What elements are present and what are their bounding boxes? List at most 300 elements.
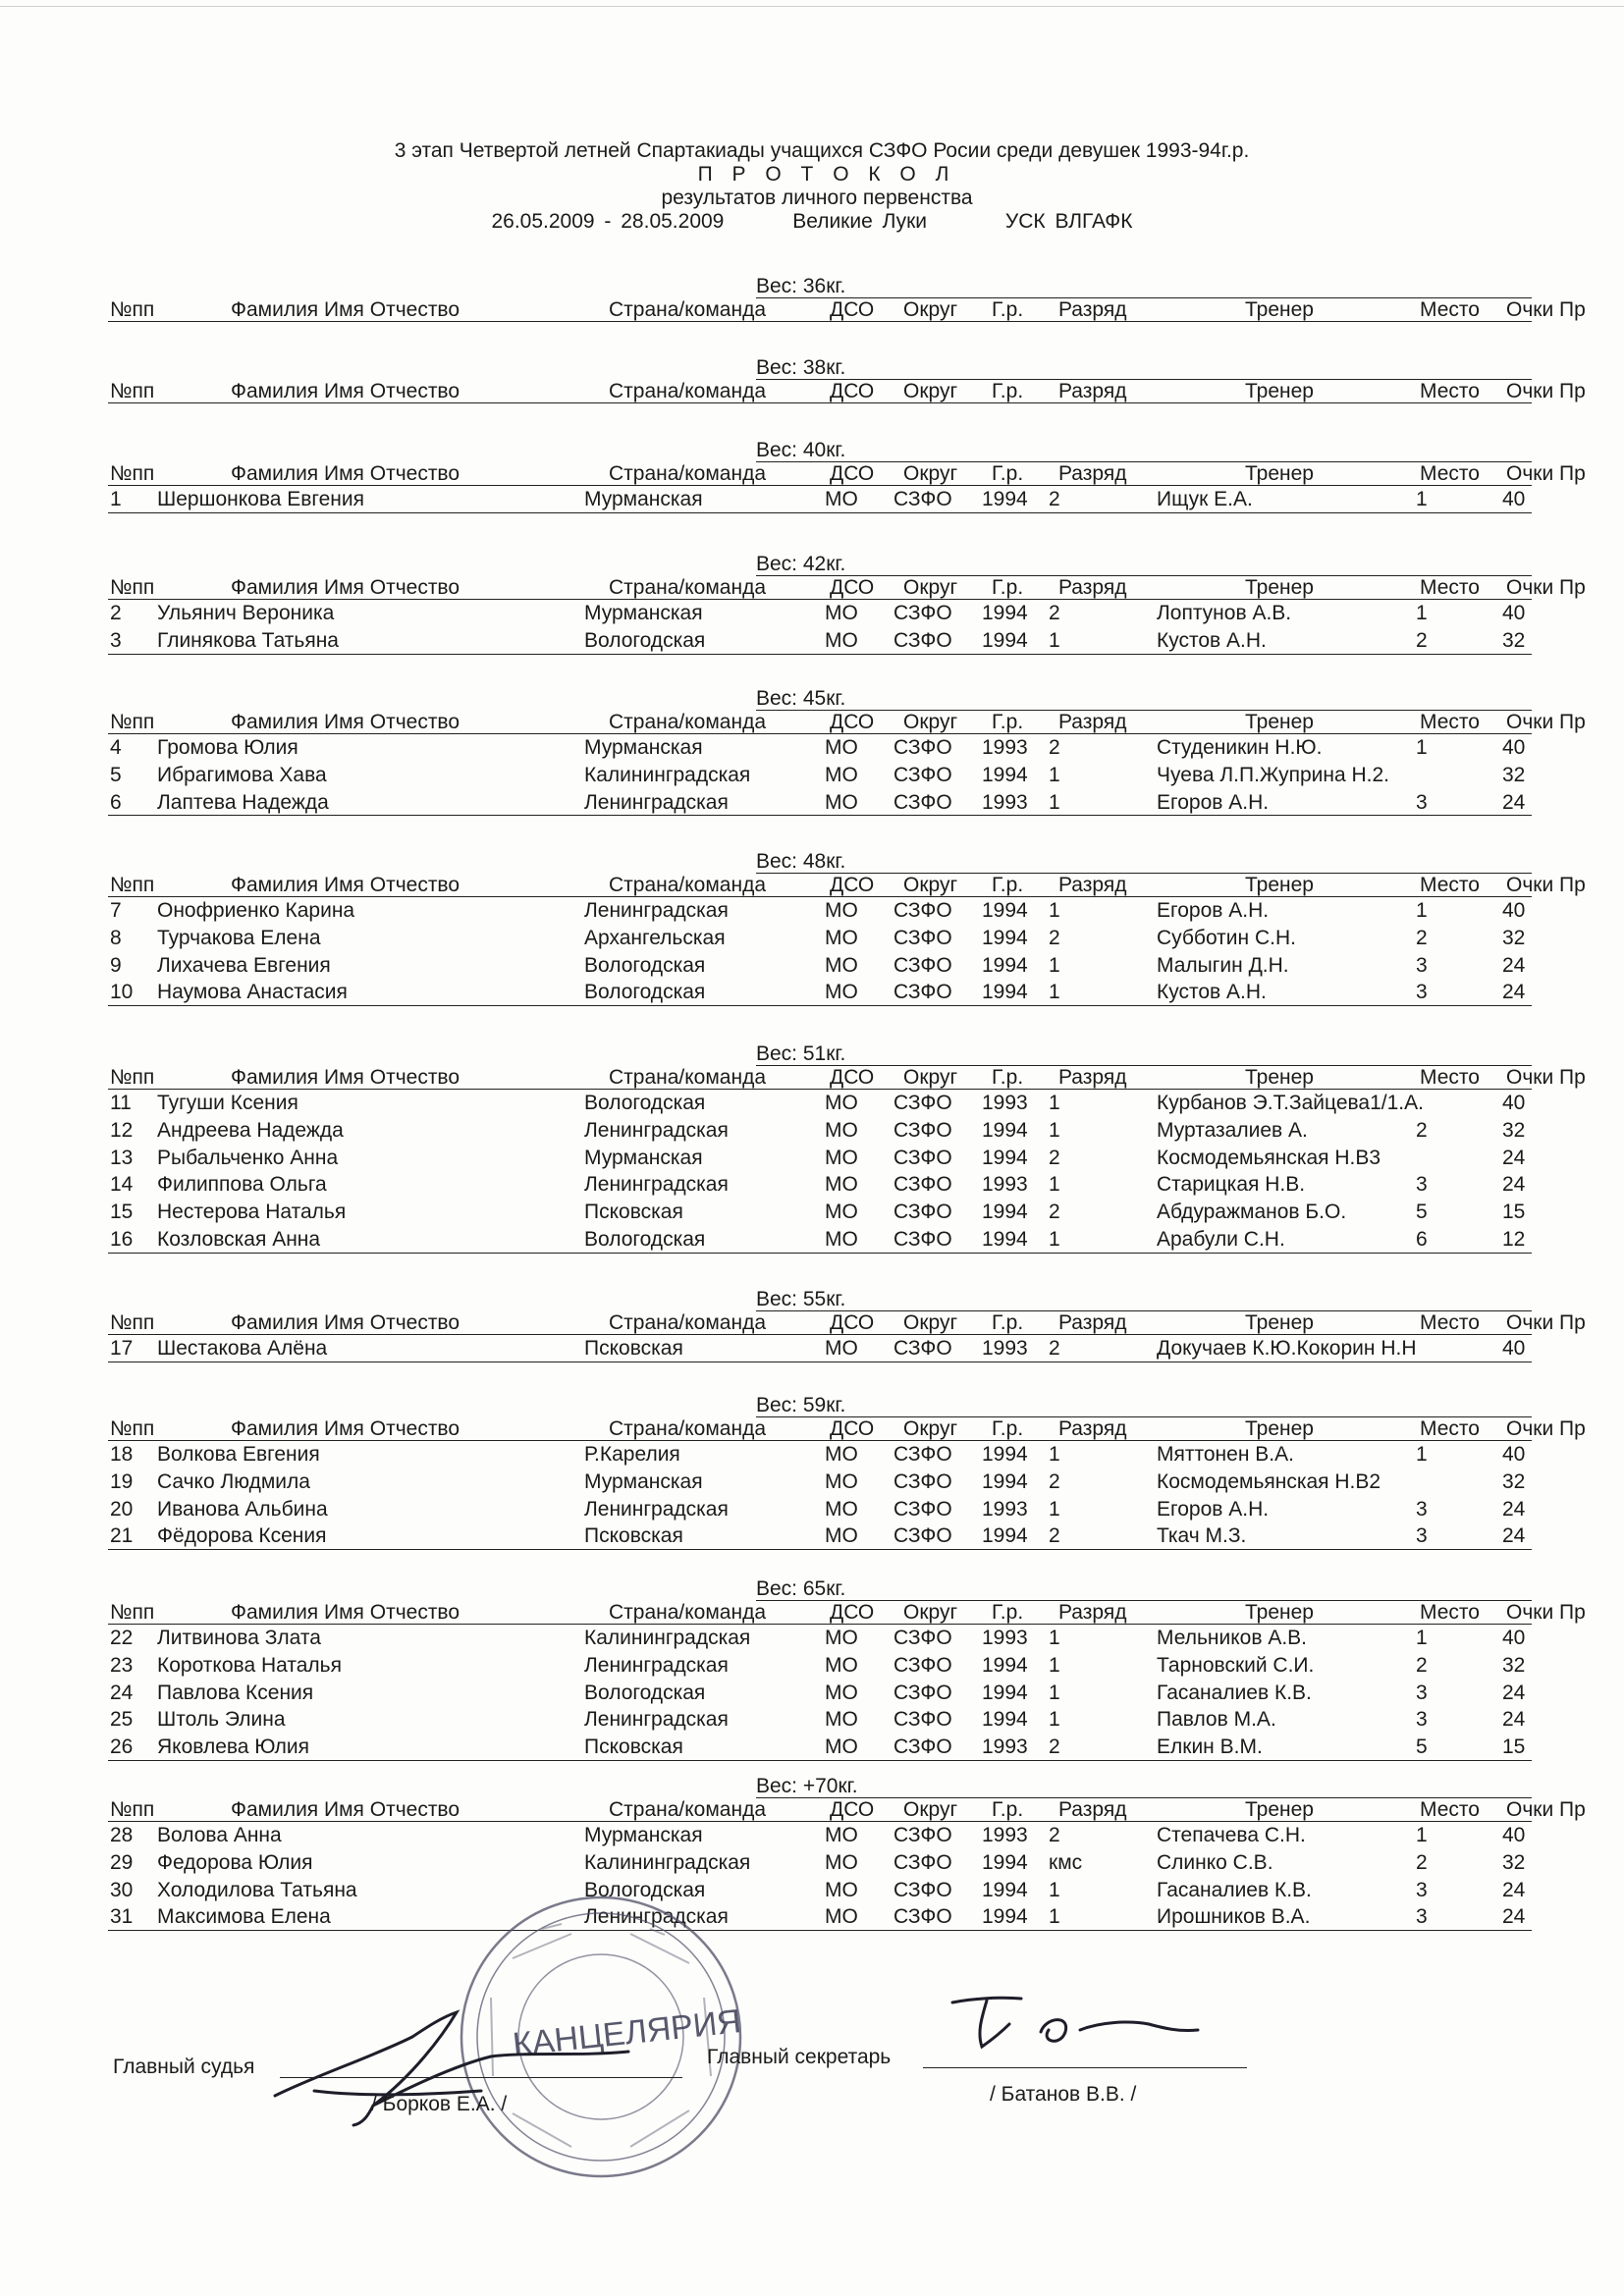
participant-name: Козловская Анна xyxy=(157,1228,321,1251)
participant-place: 2 xyxy=(1416,1850,1428,1874)
participant-number: 17 xyxy=(110,1337,134,1360)
column-header-year: Г.р. xyxy=(992,711,1024,733)
participant-rank: 1 xyxy=(1049,1228,1060,1251)
participant-coach: Космодемьянская Н.В2 xyxy=(1157,1469,1381,1493)
participant-points: 24 xyxy=(1502,1708,1526,1732)
column-header-okrug: Округ xyxy=(903,1601,958,1624)
participant-coach: Егоров А.Н. xyxy=(1157,790,1270,814)
column-header-team: Страна/команда xyxy=(609,1066,767,1089)
participant-place: 3 xyxy=(1416,1708,1428,1732)
participant-okrug: СЗФО xyxy=(893,1443,952,1466)
participant-okrug: СЗФО xyxy=(893,1146,952,1169)
participant-number: 15 xyxy=(110,1201,134,1224)
participant-team: Вологодская xyxy=(584,1681,706,1704)
table-row xyxy=(0,1441,1624,1468)
column-header-name: Фамилия Имя Отчество xyxy=(231,874,460,896)
column-header-points: Очки Пр xyxy=(1506,576,1586,599)
participant-team: Псковская xyxy=(584,1524,683,1548)
column-header-team: Страна/команда xyxy=(609,1601,767,1624)
participant-number: 10 xyxy=(110,981,134,1004)
participant-okrug: СЗФО xyxy=(893,1824,952,1846)
column-header-year: Г.р. xyxy=(992,1601,1024,1624)
participant-team: Ленинградская xyxy=(584,1653,729,1677)
participant-coach: Тарновский С.И. xyxy=(1157,1653,1315,1677)
participant-okrug: СЗФО xyxy=(893,790,952,814)
column-header-place: Место xyxy=(1420,1066,1480,1089)
participant-team: Вологодская xyxy=(584,1092,706,1114)
participant-okrug: СЗФО xyxy=(893,736,952,759)
table-row xyxy=(0,1903,1624,1931)
participant-number: 2 xyxy=(110,602,122,624)
participant-dso: МО xyxy=(825,1443,858,1466)
event-city: Великие Луки xyxy=(792,210,928,233)
participant-points: 24 xyxy=(1502,1497,1526,1521)
event-title: 3 этап Четвертой летней Спартакиады учащихся СЗФО Росии среди девушек 1993-94г.р. xyxy=(394,139,1250,162)
chief-secretary-label: Главный секретарь xyxy=(707,2046,892,2068)
table-row xyxy=(0,1468,1624,1496)
participant-okrug: СЗФО xyxy=(893,1228,952,1251)
participant-birth-year: 1993 xyxy=(982,736,1028,759)
participant-team: Мурманская xyxy=(584,1146,703,1169)
participant-okrug: СЗФО xyxy=(893,1118,952,1142)
participant-place: 5 xyxy=(1416,1201,1428,1224)
participant-rank: 1 xyxy=(1049,1708,1060,1732)
participant-place: 3 xyxy=(1416,1173,1428,1197)
participant-rank: кмс xyxy=(1049,1850,1083,1874)
participant-number: 31 xyxy=(110,1905,134,1929)
table-row xyxy=(0,1822,1624,1849)
protocol-title: П Р О Т О К О Л xyxy=(697,163,956,186)
participant-okrug: СЗФО xyxy=(893,488,952,510)
participant-birth-year: 1994 xyxy=(982,1905,1028,1929)
column-header-okrug: Округ xyxy=(903,462,958,485)
participant-birth-year: 1994 xyxy=(982,1443,1028,1466)
participant-dso: МО xyxy=(825,899,858,922)
participant-place: 3 xyxy=(1416,953,1428,977)
participant-birth-year: 1994 xyxy=(982,1469,1028,1493)
participant-points: 40 xyxy=(1502,899,1526,922)
participant-team: Ленинградская xyxy=(584,1173,729,1197)
participant-team: Мурманская xyxy=(584,602,703,624)
participant-okrug: СЗФО xyxy=(893,1878,952,1901)
column-header-okrug: Округ xyxy=(903,1798,958,1821)
participant-name: Павлова Ксения xyxy=(157,1681,314,1704)
column-header-coach: Тренер xyxy=(1245,1311,1314,1334)
participant-coach: Докучаев К.Ю.Кокорин Н.Н xyxy=(1157,1337,1417,1360)
participant-team: Ленинградская xyxy=(584,1118,729,1142)
participant-number: 7 xyxy=(110,899,122,922)
column-header-place: Место xyxy=(1420,462,1480,485)
participant-coach: Кустов А.Н. xyxy=(1157,628,1267,652)
chief-secretary-signature-line xyxy=(923,2067,1247,2068)
column-header-coach: Тренер xyxy=(1245,462,1314,485)
participant-birth-year: 1994 xyxy=(982,1653,1028,1677)
column-header-dso: ДСО xyxy=(830,298,875,321)
table-row xyxy=(0,1090,1624,1117)
column-header-row xyxy=(0,1798,1624,1822)
participant-number: 24 xyxy=(110,1681,134,1704)
participant-dso: МО xyxy=(825,1735,858,1759)
participant-okrug: СЗФО xyxy=(893,981,952,1004)
participant-okrug: СЗФО xyxy=(893,1469,952,1493)
participant-dso: МО xyxy=(825,1878,858,1901)
participant-place: 3 xyxy=(1416,1681,1428,1704)
table-row xyxy=(0,1734,1624,1761)
participant-place: 6 xyxy=(1416,1228,1428,1251)
participant-birth-year: 1993 xyxy=(982,1337,1028,1360)
weight-category: Вес: 36кг. xyxy=(756,275,846,297)
column-header-name: Фамилия Имя Отчество xyxy=(231,1417,460,1440)
participant-name: Короткова Наталья xyxy=(157,1653,342,1677)
table-row xyxy=(0,1877,1624,1904)
column-header-rank: Разряд xyxy=(1058,462,1127,485)
participant-rank: 2 xyxy=(1049,1524,1060,1548)
event-venue: УСК ВЛГАФК xyxy=(1004,210,1133,233)
participant-coach: Ищук Е.А. xyxy=(1157,488,1253,510)
participant-name: Громова Юлия xyxy=(157,736,298,759)
table-row xyxy=(0,1652,1624,1680)
participant-number: 11 xyxy=(110,1092,132,1114)
column-header-name: Фамилия Имя Отчество xyxy=(231,711,460,733)
participant-number: 1 xyxy=(110,488,122,510)
participant-name: Яковлева Юлия xyxy=(157,1735,309,1759)
participant-dso: МО xyxy=(825,981,858,1004)
participant-coach: Субботин С.Н. xyxy=(1157,926,1296,949)
column-header-rank: Разряд xyxy=(1058,380,1127,402)
participant-okrug: СЗФО xyxy=(893,1201,952,1224)
participant-coach: Егоров А.Н. xyxy=(1157,899,1270,922)
section-bottom-line xyxy=(108,1005,1532,1006)
chief-secretary-name: / Батанов В.В. / xyxy=(990,2083,1137,2106)
participant-rank: 2 xyxy=(1049,1735,1060,1759)
column-header-place: Место xyxy=(1420,711,1480,733)
participant-dso: МО xyxy=(825,1469,858,1493)
column-header-year: Г.р. xyxy=(992,1066,1024,1089)
participant-name: Глинякова Татьяна xyxy=(157,628,339,652)
participant-okrug: СЗФО xyxy=(893,1850,952,1874)
participant-birth-year: 1993 xyxy=(982,1173,1028,1197)
weight-category: Вес: 51кг. xyxy=(756,1042,846,1065)
participant-team: Ленинградская xyxy=(584,1708,729,1732)
participant-team: Псковская xyxy=(584,1337,683,1360)
column-header-row xyxy=(0,462,1624,486)
column-header-coach: Тренер xyxy=(1245,711,1314,733)
column-header-place: Место xyxy=(1420,1311,1480,1334)
participant-birth-year: 1994 xyxy=(982,953,1028,977)
participant-points: 32 xyxy=(1502,628,1526,652)
column-header-year: Г.р. xyxy=(992,380,1024,402)
column-header-dso: ДСО xyxy=(830,462,875,485)
column-header-year: Г.р. xyxy=(992,576,1024,599)
participant-dso: МО xyxy=(825,953,858,977)
participant-coach: Кустов А.Н. xyxy=(1157,981,1267,1004)
participant-team: Ленинградская xyxy=(584,790,729,814)
column-header-okrug: Округ xyxy=(903,1066,958,1089)
weight-category: Вес: 65кг. xyxy=(756,1577,846,1600)
column-header-year: Г.р. xyxy=(992,1417,1024,1440)
column-header-team: Страна/команда xyxy=(609,462,767,485)
participant-dso: МО xyxy=(825,1337,858,1360)
participant-rank: 1 xyxy=(1049,1118,1060,1142)
participant-name: Филиппова Ольга xyxy=(157,1173,327,1197)
weight-category: Вес: 48кг. xyxy=(756,850,846,873)
participant-dso: МО xyxy=(825,1173,858,1197)
participant-place: 3 xyxy=(1416,981,1428,1004)
participant-name: Рыбальченко Анна xyxy=(157,1146,339,1169)
table-row xyxy=(0,952,1624,980)
column-header-points: Очки Пр xyxy=(1506,462,1586,485)
column-header-team: Страна/команда xyxy=(609,874,767,896)
participant-points: 32 xyxy=(1502,926,1526,949)
participant-name: Лихачева Евгения xyxy=(157,953,331,977)
table-row xyxy=(0,1199,1624,1226)
participant-birth-year: 1993 xyxy=(982,1824,1028,1846)
participant-number: 22 xyxy=(110,1627,134,1649)
participant-dso: МО xyxy=(825,1146,858,1169)
column-header-coach: Тренер xyxy=(1245,576,1314,599)
section-bottom-line xyxy=(108,1930,1532,1931)
column-header-rank: Разряд xyxy=(1058,576,1127,599)
participant-birth-year: 1994 xyxy=(982,1146,1028,1169)
participant-place: 2 xyxy=(1416,628,1428,652)
participant-birth-year: 1994 xyxy=(982,899,1028,922)
column-header-year: Г.р. xyxy=(992,1798,1024,1821)
participant-number: 29 xyxy=(110,1850,134,1874)
participant-rank: 1 xyxy=(1049,1497,1060,1521)
participant-birth-year: 1994 xyxy=(982,488,1028,510)
participant-points: 24 xyxy=(1502,1905,1526,1929)
weight-category: Вес: 40кг. xyxy=(756,439,846,461)
scan-edge xyxy=(0,6,1624,7)
column-header-name: Фамилия Имя Отчество xyxy=(231,1311,460,1334)
participant-team: Вологодская xyxy=(584,628,706,652)
participant-okrug: СЗФО xyxy=(893,899,952,922)
participant-points: 32 xyxy=(1502,1469,1526,1493)
participant-team: Калининградская xyxy=(584,1850,751,1874)
participant-dso: МО xyxy=(825,790,858,814)
participant-birth-year: 1994 xyxy=(982,763,1028,786)
participant-team: Мурманская xyxy=(584,488,703,510)
section-bottom-line xyxy=(108,815,1532,816)
participant-okrug: СЗФО xyxy=(893,1092,952,1114)
participant-coach: Старицкая Н.В. xyxy=(1157,1173,1306,1197)
participant-place: 1 xyxy=(1416,899,1428,922)
participant-team: Ленинградская xyxy=(584,899,729,922)
column-header-year: Г.р. xyxy=(992,874,1024,896)
participant-team: Мурманская xyxy=(584,1469,703,1493)
participant-dso: МО xyxy=(825,1118,858,1142)
participant-coach: Лоптунов А.В. xyxy=(1157,602,1292,624)
column-header-place: Место xyxy=(1420,1417,1480,1440)
participant-number: 13 xyxy=(110,1146,134,1169)
participant-name: Максимова Елена xyxy=(157,1905,331,1929)
participant-coach: Курбанов Э.Т.Зайцева1/1.А. xyxy=(1157,1092,1424,1114)
participant-points: 40 xyxy=(1502,1627,1526,1649)
participant-rank: 2 xyxy=(1049,1146,1060,1169)
column-header-team: Страна/команда xyxy=(609,380,767,402)
column-header-coach: Тренер xyxy=(1245,380,1314,402)
participant-name: Шершонкова Евгения xyxy=(157,488,365,510)
participant-place: 2 xyxy=(1416,1118,1428,1142)
participant-rank: 1 xyxy=(1049,1627,1060,1649)
participant-place: 1 xyxy=(1416,1627,1428,1649)
table-row xyxy=(0,734,1624,762)
participant-dso: МО xyxy=(825,763,858,786)
column-header-points: Очки Пр xyxy=(1506,1601,1586,1624)
participant-coach: Абдуражманов Б.О. xyxy=(1157,1201,1347,1224)
participant-rank: 1 xyxy=(1049,628,1060,652)
column-header-number: №пп xyxy=(110,1417,155,1440)
column-header-dso: ДСО xyxy=(830,1798,875,1821)
participant-place: 3 xyxy=(1416,1905,1428,1929)
column-header-number: №пп xyxy=(110,462,155,485)
participant-coach: Мяттонен В.А. xyxy=(1157,1443,1294,1466)
participant-name: Онофриенко Карина xyxy=(157,899,355,922)
column-header-points: Очки Пр xyxy=(1506,874,1586,896)
column-header-place: Место xyxy=(1420,1798,1480,1821)
table-row xyxy=(0,762,1624,789)
chief-judge-signature-line xyxy=(280,2077,682,2078)
participant-rank: 1 xyxy=(1049,981,1060,1004)
participant-okrug: СЗФО xyxy=(893,1735,952,1759)
table-row xyxy=(0,600,1624,627)
participant-number: 23 xyxy=(110,1653,134,1677)
column-header-number: №пп xyxy=(110,576,155,599)
participant-points: 15 xyxy=(1502,1735,1526,1759)
participant-place: 1 xyxy=(1416,736,1428,759)
column-header-place: Место xyxy=(1420,298,1480,321)
column-header-rank: Разряд xyxy=(1058,1601,1127,1624)
column-header-team: Страна/команда xyxy=(609,576,767,599)
protocol-subtitle: результатов личного первенства xyxy=(661,187,973,209)
chief-judge-label: Главный судья xyxy=(113,2056,255,2078)
participant-dso: МО xyxy=(825,628,858,652)
table-row xyxy=(0,925,1624,952)
participant-number: 4 xyxy=(110,736,122,759)
column-header-row xyxy=(0,380,1624,403)
weight-category: Вес: 38кг. xyxy=(756,356,846,379)
column-header-rank: Разряд xyxy=(1058,298,1127,321)
table-row xyxy=(0,897,1624,925)
column-header-dso: ДСО xyxy=(830,576,875,599)
participant-name: Наумова Анастасия xyxy=(157,981,348,1004)
participant-number: 21 xyxy=(110,1524,134,1548)
participant-team: Калининградская xyxy=(584,763,751,786)
column-header-dso: ДСО xyxy=(830,1311,875,1334)
participant-coach: Космодемьянская Н.В3 xyxy=(1157,1146,1381,1169)
participant-birth-year: 1994 xyxy=(982,1118,1028,1142)
participant-rank: 1 xyxy=(1049,790,1060,814)
participant-place: 1 xyxy=(1416,488,1428,510)
participant-name: Нестерова Наталья xyxy=(157,1201,347,1224)
column-header-number: №пп xyxy=(110,298,155,321)
column-header-team: Страна/команда xyxy=(609,1311,767,1334)
column-header-row xyxy=(0,298,1624,322)
column-header-coach: Тренер xyxy=(1245,1798,1314,1821)
participant-birth-year: 1994 xyxy=(982,602,1028,624)
participant-points: 24 xyxy=(1502,981,1526,1004)
column-header-number: №пп xyxy=(110,874,155,896)
column-header-coach: Тренер xyxy=(1245,874,1314,896)
column-header-number: №пп xyxy=(110,1066,155,1089)
participant-birth-year: 1994 xyxy=(982,1850,1028,1874)
participant-team: Ленинградская xyxy=(584,1497,729,1521)
participant-dso: МО xyxy=(825,1824,858,1846)
participant-dso: МО xyxy=(825,1092,858,1114)
participant-number: 12 xyxy=(110,1118,134,1142)
participant-number: 8 xyxy=(110,926,122,949)
column-header-coach: Тренер xyxy=(1245,1066,1314,1089)
column-header-okrug: Округ xyxy=(903,874,958,896)
participant-birth-year: 1994 xyxy=(982,1201,1028,1224)
table-row xyxy=(0,1145,1624,1172)
participant-place: 3 xyxy=(1416,1524,1428,1548)
column-header-name: Фамилия Имя Отчество xyxy=(231,1601,460,1624)
column-header-okrug: Округ xyxy=(903,576,958,599)
participant-coach: Ткач М.З. xyxy=(1157,1524,1247,1548)
column-header-team: Страна/команда xyxy=(609,1798,767,1821)
table-row xyxy=(0,486,1624,513)
participant-name: Тугуши Ксения xyxy=(157,1092,298,1114)
participant-coach: Гасаналиев К.В. xyxy=(1157,1878,1312,1901)
participant-name: Иванова Альбина xyxy=(157,1497,328,1521)
column-header-row xyxy=(0,711,1624,734)
participant-team: Вологодская xyxy=(584,1228,706,1251)
column-header-number: №пп xyxy=(110,1601,155,1624)
participant-place: 3 xyxy=(1416,1878,1428,1901)
participant-coach: Степачева С.Н. xyxy=(1157,1824,1306,1846)
participant-name: Ульянич Вероника xyxy=(157,602,335,624)
participant-points: 24 xyxy=(1502,1681,1526,1704)
document-header xyxy=(0,139,1624,234)
column-header-team: Страна/команда xyxy=(609,1417,767,1440)
section-bottom-line xyxy=(108,512,1532,513)
participant-birth-year: 1993 xyxy=(982,1497,1028,1521)
column-header-points: Очки Пр xyxy=(1506,1798,1586,1821)
participant-birth-year: 1993 xyxy=(982,1735,1028,1759)
column-header-name: Фамилия Имя Отчество xyxy=(231,1066,460,1089)
column-header-row xyxy=(0,1066,1624,1090)
participant-coach: Малыгин Д.Н. xyxy=(1157,953,1289,977)
participant-name: Штоль Элина xyxy=(157,1708,286,1732)
column-header-points: Очки Пр xyxy=(1506,1066,1586,1089)
participant-points: 40 xyxy=(1502,736,1526,759)
table-row xyxy=(0,1335,1624,1362)
participant-name: Волкова Евгения xyxy=(157,1443,320,1466)
participant-name: Сачко Людмила xyxy=(157,1469,310,1493)
participant-team: Вологодская xyxy=(584,981,706,1004)
column-header-points: Очки Пр xyxy=(1506,380,1586,402)
participant-birth-year: 1994 xyxy=(982,981,1028,1004)
participant-rank: 2 xyxy=(1049,736,1060,759)
section-bottom-line xyxy=(108,1253,1532,1254)
participant-place: 1 xyxy=(1416,602,1428,624)
participant-name: Фёдорова Ксения xyxy=(157,1524,327,1548)
participant-birth-year: 1993 xyxy=(982,790,1028,814)
participant-dso: МО xyxy=(825,736,858,759)
participant-okrug: СЗФО xyxy=(893,953,952,977)
participant-okrug: СЗФО xyxy=(893,1337,952,1360)
participant-team: Мурманская xyxy=(584,736,703,759)
participant-coach: Гасаналиев К.В. xyxy=(1157,1681,1312,1704)
column-header-year: Г.р. xyxy=(992,462,1024,485)
participant-rank: 1 xyxy=(1049,1173,1060,1197)
column-header-team: Страна/команда xyxy=(609,711,767,733)
column-header-okrug: Округ xyxy=(903,1311,958,1334)
participant-team: Вологодская xyxy=(584,1878,706,1901)
participant-coach: Павлов М.А. xyxy=(1157,1708,1276,1732)
participant-name: Холодилова Татьяна xyxy=(157,1878,357,1901)
